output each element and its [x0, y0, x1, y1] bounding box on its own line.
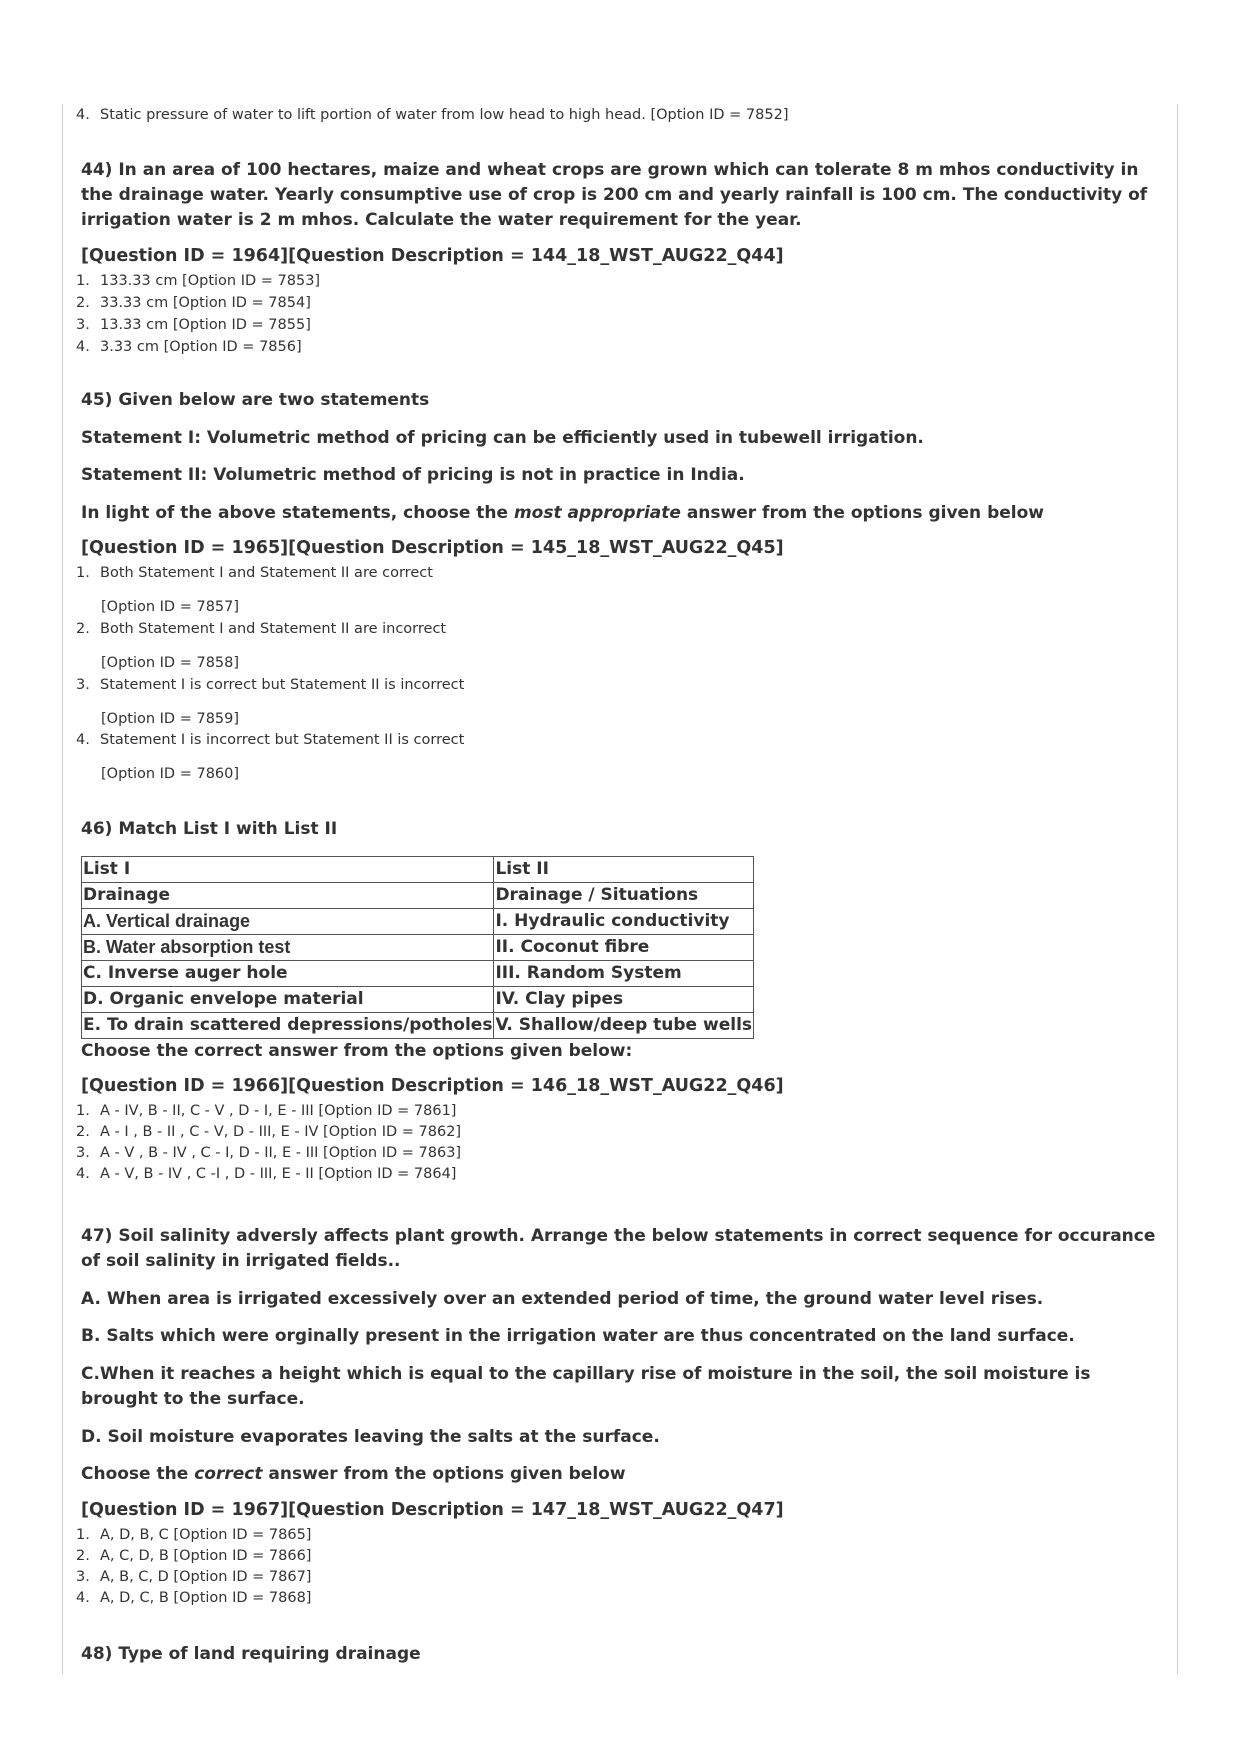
table-cell: C. Inverse auger hole — [82, 961, 494, 987]
q45-option-1-id: [Option ID = 7857] — [101, 599, 240, 615]
table-cell: D. Organic envelope material — [82, 987, 494, 1013]
q47-statement-c: C.When it reaches a height which is equal to the capillary rise of moisture in the soil, the soil moisture is brought to the surface. — [81, 1364, 1091, 1409]
table-cell: B. Water absorption test — [82, 935, 494, 961]
table-row — [82, 883, 754, 909]
q43-option-4: 4. Static pressure of water to lift portion of water from low head to high head. [Option ID = 7852] — [76, 107, 789, 123]
q47-option-3: 3. A, B, C, D [Option ID = 7867] — [76, 1569, 312, 1585]
q44-option-2: 2. 33.33 cm [Option ID = 7854] — [76, 295, 311, 311]
q46-title: 46) Match List I with List II — [81, 819, 338, 839]
list2-header: List II — [494, 857, 754, 883]
q47-statement-a: A. When area is irrigated excessively over an extended period of time, the ground water level rises. — [81, 1289, 1044, 1309]
table-cell: A. Vertical drainage — [82, 909, 494, 935]
list2-subheader: Drainage / Situations — [494, 883, 754, 909]
q45-option-1: 1. Both Statement I and Statement II are correct — [76, 565, 433, 581]
q47-instruction: Choose the correct answer from the options given below — [81, 1464, 626, 1484]
table-row — [82, 935, 754, 961]
list1-header: List I — [82, 857, 494, 883]
q47-question-id: [Question ID = 1967][Question Description = 147_18_WST_AUG22_Q47] — [81, 1500, 784, 1520]
q46-option-2: 2. A - I , B - II , C - V, D - III, E - IV [Option ID = 7862] — [76, 1124, 462, 1140]
table-row — [82, 909, 754, 935]
table-row — [82, 987, 754, 1013]
q45-title: 45) Given below are two statements — [81, 390, 430, 410]
table-row — [82, 857, 754, 883]
q45-instruction: In light of the above statements, choose the most appropriate answer from the options given below — [81, 503, 1044, 523]
q48-title: 48) Type of land requiring drainage — [81, 1644, 421, 1664]
q45-option-4: 4. Statement I is incorrect but Statement II is correct — [76, 732, 465, 748]
right-border-rule — [1177, 104, 1178, 1674]
table-row — [82, 1013, 754, 1039]
q44-question-text: 44) In an area of 100 hectares, maize and wheat crops are grown which can tolerate 8 m mhos conductivity in the drainage water. Yearly consumptive use of crop is 200 cm and yearly rainfall is 100 cm. The conductivity of irrigation water is 2 m mhos. Calculate the water requirement for the year. — [81, 160, 1148, 230]
q45-option-2-id: [Option ID = 7858] — [101, 655, 240, 671]
q46-option-1: 1. A - IV, B - II, C - V , D - I, E - III [Option ID = 7861] — [76, 1103, 457, 1119]
q45-statement-1: Statement I: Volumetric method of pricing can be efficiently used in tubewell irrigation. — [81, 428, 924, 448]
q47-option-1: 1. A, D, B, C [Option ID = 7865] — [76, 1527, 312, 1543]
q45-option-3-id: [Option ID = 7859] — [101, 711, 240, 727]
left-border-rule — [62, 104, 63, 1674]
q47-question-text: 47) Soil salinity adversly affects plant growth. Arrange the below statements in correct sequence for occurance of soil salinity in irrigated fields.. — [81, 1226, 1156, 1271]
q45-statement-2: Statement II: Volumetric method of pricing is not in practice in India. — [81, 465, 745, 485]
q46-option-3: 3. A - V , B - IV , C - I, D - II, E - III [Option ID = 7863] — [76, 1145, 462, 1161]
q44-option-1: 1. 133.33 cm [Option ID = 7853] — [76, 273, 321, 289]
table-cell: IV. Clay pipes — [494, 987, 754, 1013]
table-cell: V. Shallow/deep tube wells — [494, 1013, 754, 1039]
q46-instruction: Choose the correct answer from the options given below: — [81, 1041, 633, 1061]
match-list-table — [81, 856, 754, 1039]
q45-option-3: 3. Statement I is correct but Statement II is incorrect — [76, 677, 465, 693]
q46-option-4: 4. A - V, B - IV , C -I , D - III, E - II [Option ID = 7864] — [76, 1166, 457, 1182]
list1-subheader: Drainage — [82, 883, 494, 909]
table-cell: II. Coconut fibre — [494, 935, 754, 961]
table-row — [82, 961, 754, 987]
q44-option-4: 4. 3.33 cm [Option ID = 7856] — [76, 339, 302, 355]
q45-option-2: 2. Both Statement I and Statement II are incorrect — [76, 621, 447, 637]
q47-statement-b: B. Salts which were orginally present in the irrigation water are thus concentrated on the land surface. — [81, 1326, 1075, 1346]
q47-option-4: 4. A, D, C, B [Option ID = 7868] — [76, 1590, 312, 1606]
table-cell: I. Hydraulic conductivity — [494, 909, 754, 935]
q46-question-id: [Question ID = 1966][Question Description = 146_18_WST_AUG22_Q46] — [81, 1076, 784, 1096]
table-cell: III. Random System — [494, 961, 754, 987]
q44-question-id: [Question ID = 1964][Question Description = 144_18_WST_AUG22_Q44] — [81, 246, 784, 266]
q45-option-4-id: [Option ID = 7860] — [101, 766, 240, 782]
q45-question-id: [Question ID = 1965][Question Description = 145_18_WST_AUG22_Q45] — [81, 538, 784, 558]
q47-statement-d: D. Soil moisture evaporates leaving the salts at the surface. — [81, 1427, 660, 1447]
table-cell: E. To drain scattered depressions/potholes — [82, 1013, 494, 1039]
q47-option-2: 2. A, C, D, B [Option ID = 7866] — [76, 1548, 312, 1564]
q44-option-3: 3. 13.33 cm [Option ID = 7855] — [76, 317, 311, 333]
